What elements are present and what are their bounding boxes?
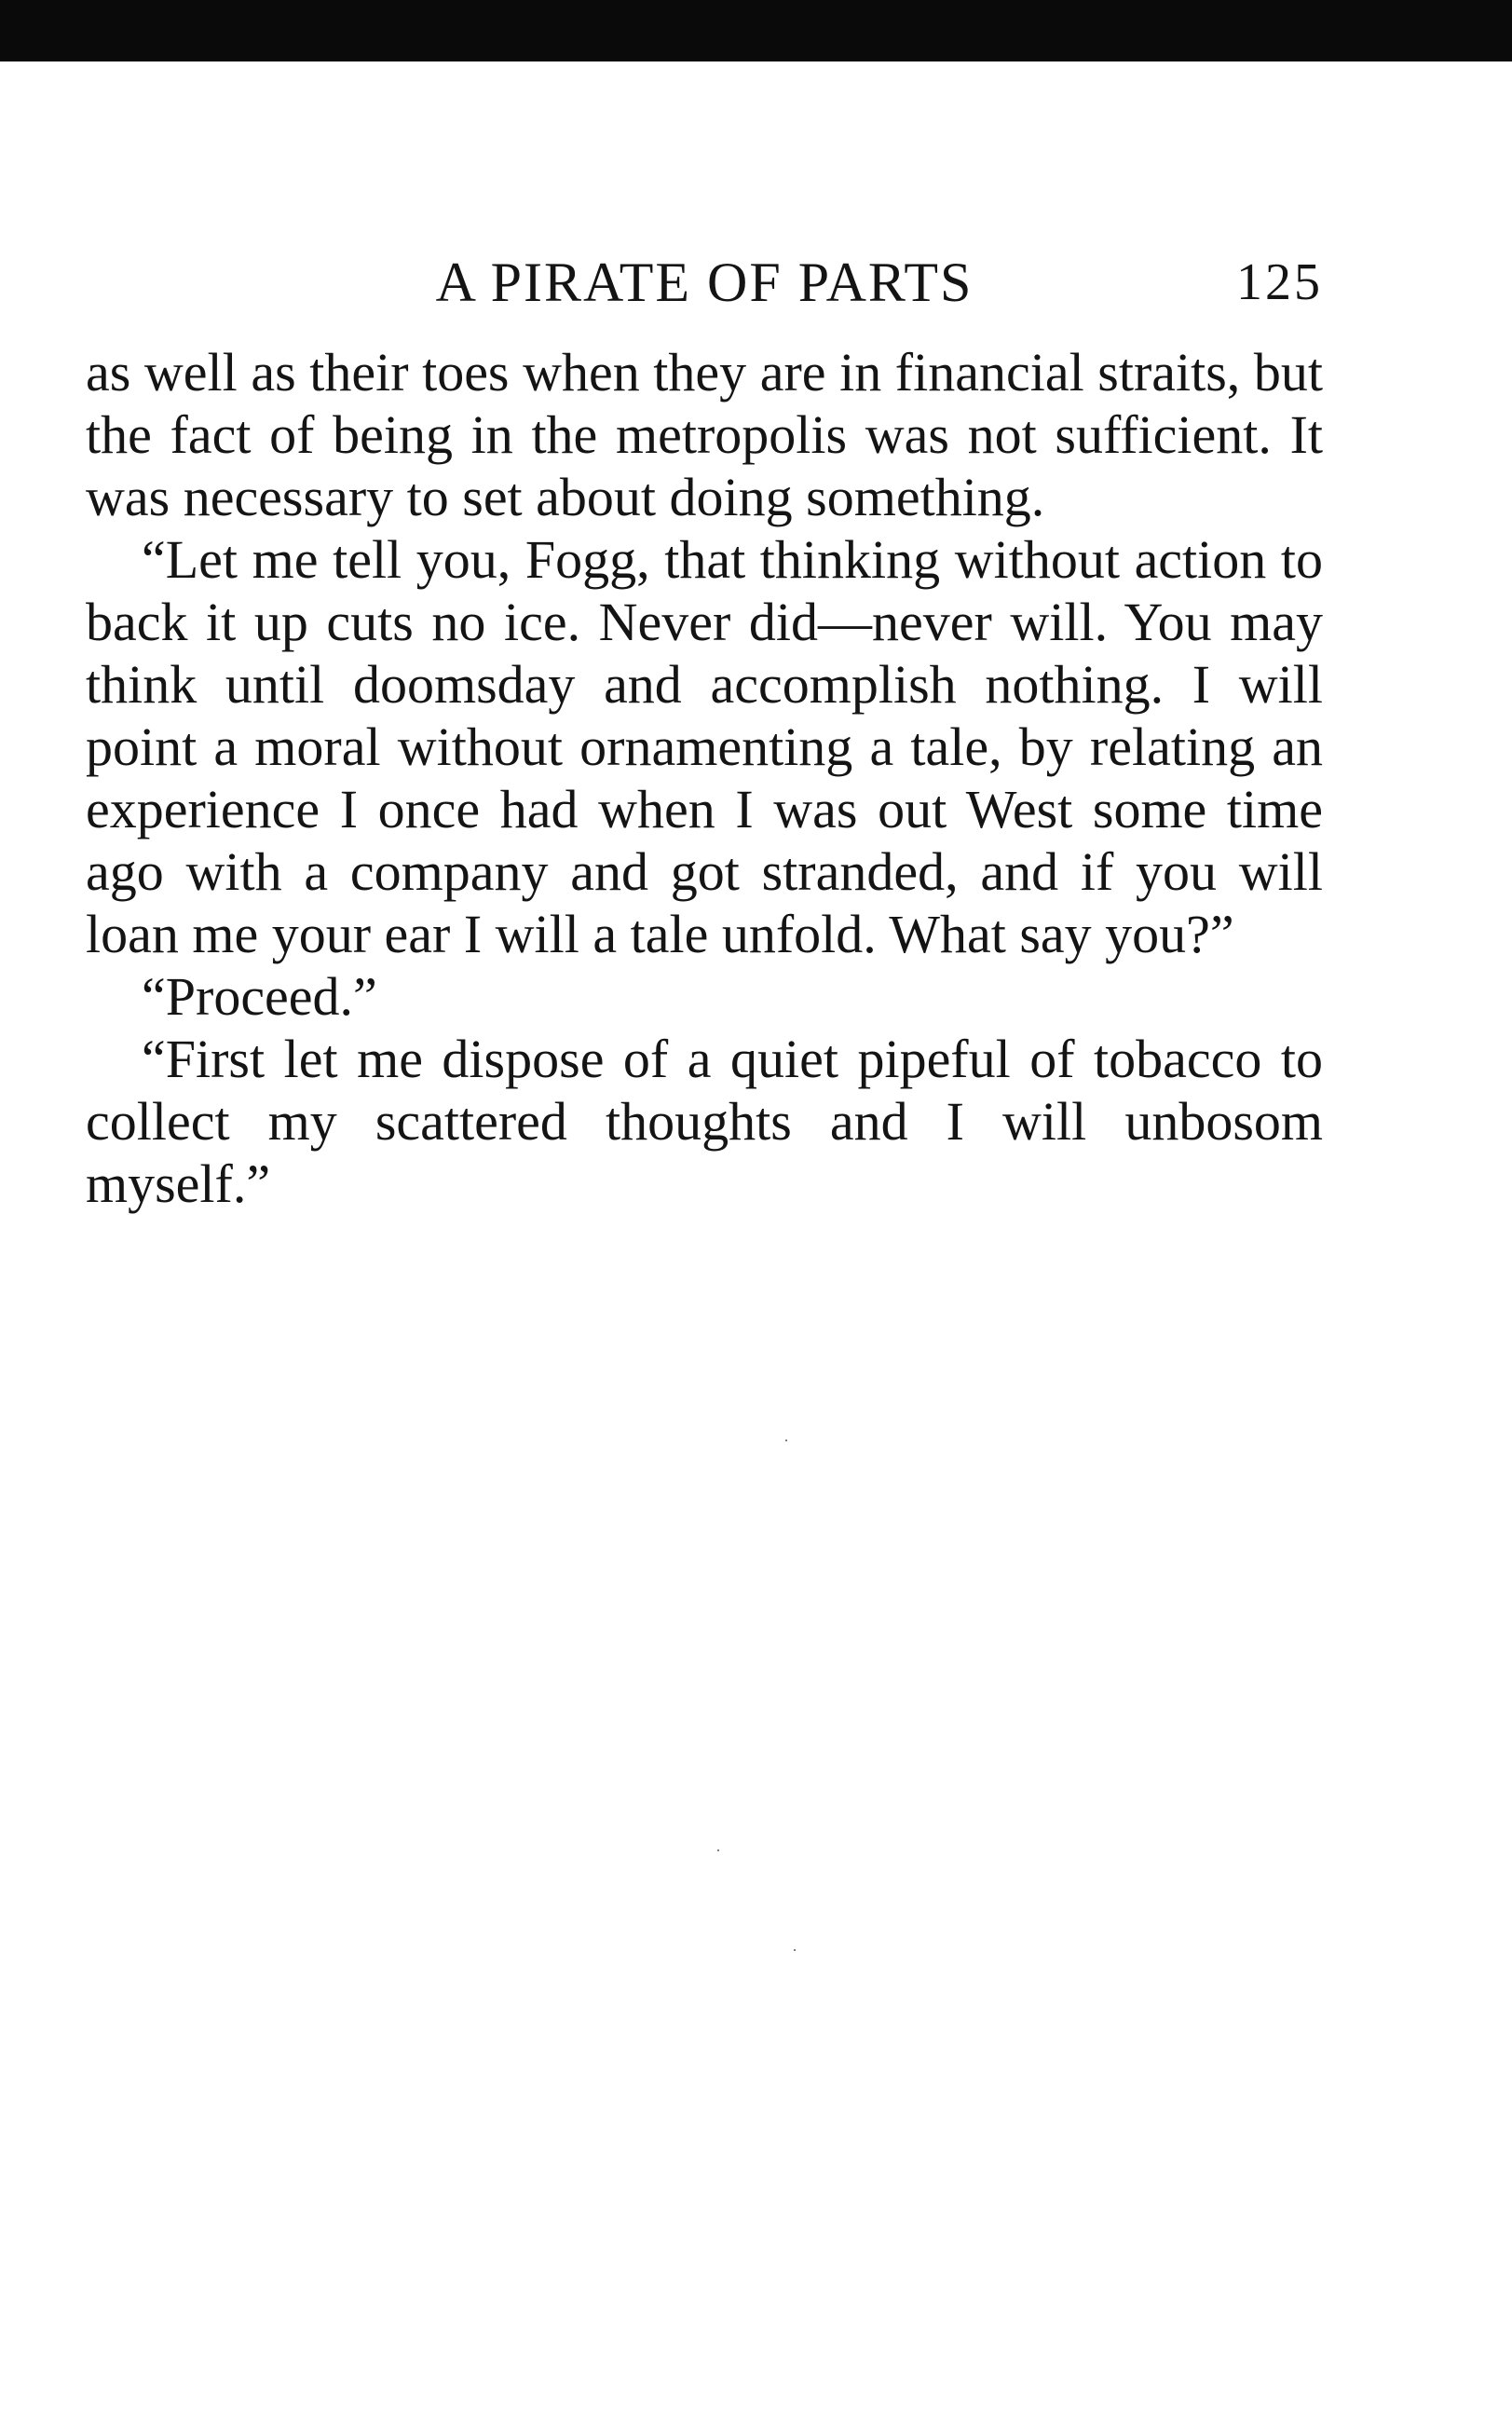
paragraph-proceed: “Proceed.” — [142, 966, 377, 1027]
scan-speck — [785, 1439, 787, 1441]
scan-speck — [717, 1849, 719, 1851]
book-page — [86, 240, 1323, 1215]
paragraph-dialogue: “Let me tell you, Fogg, that thinking without action to back it up cuts no ice. Never did—never will. You may think until doomsday and accomplish nothing. I will point a moral without ornamenting a tale, by relating an experience I once had when I was out West some time ago with a company and got stranded, and if you will loan me your ear I will a tale unfold. What say you?” — [86, 529, 1323, 964]
scan-top-border — [0, 0, 1512, 61]
scan-speck — [794, 1949, 796, 1951]
page-number: 125 — [1236, 253, 1323, 311]
running-title: A PIRATE OF PARTS — [435, 252, 974, 313]
running-head — [86, 240, 1323, 324]
paragraph-continuation: as well as their toes when they are in financial straits, but the fact of being in the metropolis was not sufficient. It was necessary to set about doing something. — [86, 342, 1323, 527]
paragraph-closing: “First let me dispose of a quiet pipeful of tobacco to collect my scattered thoughts and I will unbosom myself.” — [86, 1029, 1323, 1214]
body-text — [86, 341, 1323, 1215]
